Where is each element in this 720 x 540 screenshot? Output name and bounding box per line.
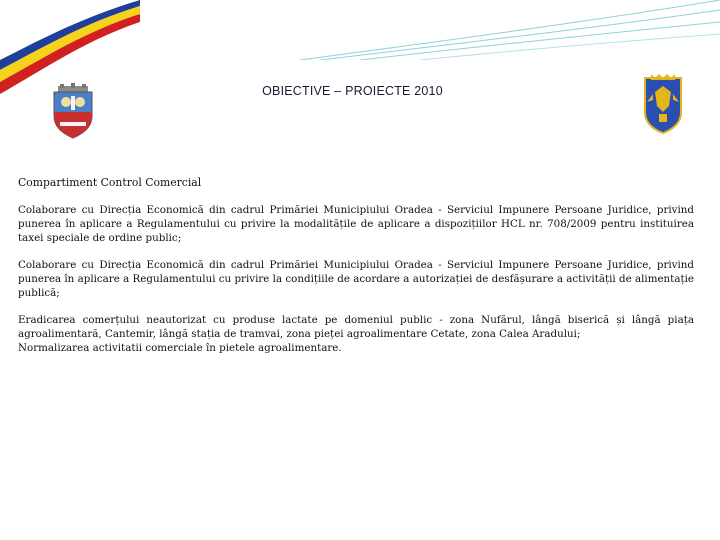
paragraph-final: Normalizarea activitatii comerciale în pietele agroalimentare.	[18, 342, 342, 354]
page-title: OBIECTIVE – PROIECTE 2010	[262, 84, 443, 98]
paragraph-1: Colaborare cu Direcția Economică din cadrul Primăriei Municipiului Oradea - Serviciul Impunere Persoane Juridice, privind punerea în aplicare a Regulamentului cu privire la modalitățile de aplicare a dispozițiilor HCL nr. 708/2009 pentru instituirea taxei speciale de ordine public;	[18, 204, 694, 244]
paragraph-3: Eradicarea comerțului neautorizat cu produse lactate pe domeniul public - zona Nufărul, lângă biserică și lângă piața agroalimentară, Cantemir, lângă stația de tramvai, zona pieței agroalimentare Cetate, zona Calea Aradului;	[18, 314, 694, 340]
section-title: Compartiment Control Comercial	[18, 176, 202, 189]
paragraph-2: Colaborare cu Direcția Economică din cadrul Primăriei Municipiului Oradea - Serviciul Impunere Persoane Juridice, privind punerea în aplicare a Regulamentului cu privire la condițiile de acordare a autorizației de desfășurare a activității de alimentație publică;	[18, 259, 694, 299]
bihor-coat-of-arms-logo	[641, 72, 685, 134]
content-body	[18, 176, 694, 355]
decorative-lines	[0, 0, 720, 60]
